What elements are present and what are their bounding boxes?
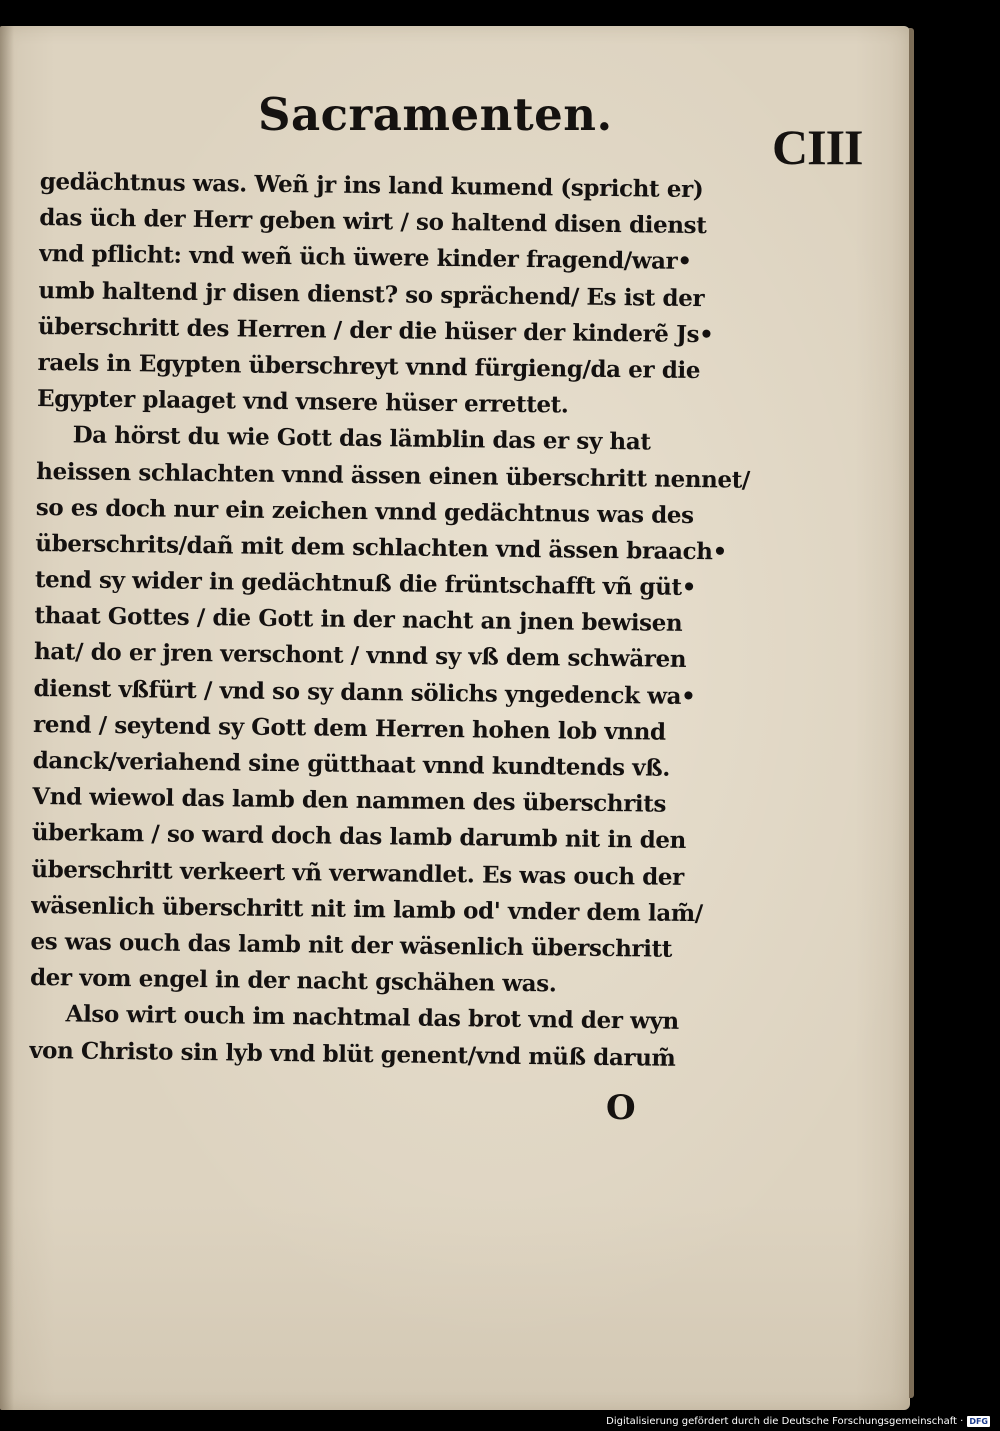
book-page [0,26,910,1410]
footer-text: Digitalisierung gefördert durch die Deutsche Forschungsgemeinschaft · [606,1415,964,1427]
text-line: hat/ do er jren verschont / vnnd sy vß dem schwären [33,638,687,674]
text-line: Da hörst du wie Gott das lämblin das er sy hat [72,421,651,456]
signature-mark: O [606,1088,636,1128]
running-head: Sacramenten. [258,88,613,141]
text-line: vnd pflicht: vnd weñ üch üwere kinder fragend/war• [38,240,692,276]
text-line: überschrits/dañ mit dem schlachten vnd ässen braach• [35,529,728,566]
text-line: es was ouch das lamb nit der wäsenlich überschritt [30,927,673,963]
text-line: heissen schlachten vnnd ässen einen überschritt nennet/ [36,457,751,494]
text-line: tend sy wider in gedächtnuß die früntschafft vñ güt• [34,566,697,602]
page-spine-shadow [0,26,14,1410]
text-line: raels in Egypten überschreyt vnnd fürgieng/da er die [37,348,701,385]
text-line: überschritt des Herren / der die hüser der kinderẽ Js• [37,312,714,348]
dfg-logo-icon: DFG [969,1416,988,1426]
text-line: Vnd wiewol das lamb den nammen des überschrits [32,783,667,818]
text-line: dienst vßfürt / vnd so sy dann sölichs yngedenck wa• [33,674,696,710]
footer-credit [606,1413,990,1429]
text-line: überkam / so ward doch das lamb darumb nit in den [31,819,687,855]
text-line: der vom engel in der nacht gschähen was. [29,964,557,998]
text-line: rend / seytend sy Gott dem Herren hohen lob vnnd [32,710,666,746]
text-line: von Christo sin lyb vnd blüt genent/vnd müß darum̃ [29,1036,676,1072]
page-edge [909,28,914,1398]
text-line: überschritt verkeert vñ verwandlet. Es was ouch der [31,855,685,891]
folio-number: CIII [772,119,863,175]
text-line: danck/veriahend sine gütthaat vnnd kundtends vß. [32,746,671,782]
text-line: Egypter plaaget vnd vnsere hüser errettet. [36,385,569,419]
text-line: umb haltend jr disen dienst? so sprächend/ Es ist der [38,276,705,312]
text-line: Also wirt ouch im nachtmal das brot vnd der wyn [65,1000,679,1036]
text-line: gedächtnus was. Weñ jr ins land kumend (spricht er) [39,167,704,204]
text-line: so es doch nur ein zeichen vnnd gedächtnus was des [35,493,694,529]
text-line: das üch der Herr geben wirt / so haltend disen dienst [39,204,707,240]
body-text [29,164,766,1077]
text-line: thaat Gottes / die Gott in der nacht an jnen bewisen [34,602,683,638]
text-line: wäsenlich überschritt nit im lamb od' vnder dem lam̃/ [30,891,703,927]
